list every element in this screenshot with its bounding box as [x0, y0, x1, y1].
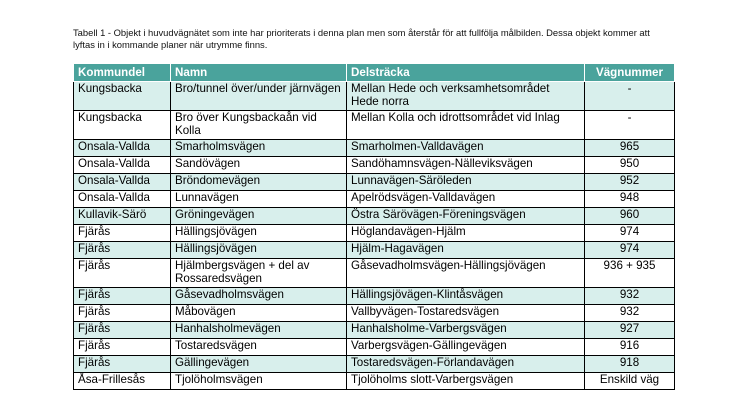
cell-namn: Sandövägen — [171, 157, 347, 174]
cell-vagnummer: - — [585, 111, 675, 140]
cell-kommundel: Fjärås — [74, 259, 171, 288]
cell-kommundel: Fjärås — [74, 305, 171, 322]
cell-namn: Gröningevägen — [171, 208, 347, 225]
cell-kommundel: Åsa-Frillesås — [74, 373, 171, 390]
cell-delstracka: Tostaredsvägen-Förlandavägen — [347, 356, 585, 373]
cell-kommundel: Kungsbacka — [74, 111, 171, 140]
cell-delstracka: Hällingsjövägen-Klintåsvägen — [347, 288, 585, 305]
cell-vagnummer: 950 — [585, 157, 675, 174]
table-row — [74, 208, 675, 225]
cell-kommundel: Fjärås — [74, 339, 171, 356]
cell-delstracka: Lunnavägen-Säröleden — [347, 174, 585, 191]
table-row — [74, 82, 675, 111]
cell-vagnummer: 936 + 935 — [585, 259, 675, 288]
table-row — [74, 174, 675, 191]
cell-vagnummer: Enskild väg — [585, 373, 675, 390]
cell-namn: Hjälmbergsvägen + del av Rossaredsvägen — [171, 259, 347, 288]
cell-kommundel: Fjärås — [74, 288, 171, 305]
table-header-row — [74, 64, 675, 82]
cell-kommundel: Kungsbacka — [74, 82, 171, 111]
cell-vagnummer: 916 — [585, 339, 675, 356]
cell-delstracka: Östra Särövägen-Föreningsvägen — [347, 208, 585, 225]
cell-delstracka: Sandöhamnsvägen-Nälleviksvägen — [347, 157, 585, 174]
table-row — [74, 305, 675, 322]
cell-namn: Tostaredsvägen — [171, 339, 347, 356]
cell-kommundel: Fjärås — [74, 356, 171, 373]
cell-delstracka: Smarholmen-Valldavägen — [347, 140, 585, 157]
table-row — [74, 288, 675, 305]
table-row — [74, 356, 675, 373]
cell-namn: Bro över Kungsbackaån vid Kolla — [171, 111, 347, 140]
cell-namn: Måbovägen — [171, 305, 347, 322]
cell-kommundel: Kullavik-Särö — [74, 208, 171, 225]
cell-delstracka: Tjolöholms slott-Varbergsvägen — [347, 373, 585, 390]
cell-vagnummer: 960 — [585, 208, 675, 225]
cell-vagnummer: 927 — [585, 322, 675, 339]
header-namn: Namn — [171, 64, 347, 82]
cell-namn: Tjolöholmsvägen — [171, 373, 347, 390]
cell-delstracka: Hanhalsholme-Varbergsvägen — [347, 322, 585, 339]
cell-namn: Gåsevadholmsvägen — [171, 288, 347, 305]
header-vagnummer: Vägnummer — [585, 64, 675, 82]
table-row — [74, 242, 675, 259]
cell-kommundel: Fjärås — [74, 322, 171, 339]
table-row — [74, 339, 675, 356]
cell-vagnummer: - — [585, 82, 675, 111]
cell-kommundel: Fjärås — [74, 242, 171, 259]
cell-namn: Hällingsjövägen — [171, 242, 347, 259]
cell-delstracka: Höglandavägen-Hjälm — [347, 225, 585, 242]
cell-kommundel: Onsala-Vallda — [74, 191, 171, 208]
road-objects-table — [73, 63, 675, 390]
table-row — [74, 322, 675, 339]
table-row — [74, 373, 675, 390]
table-row — [74, 191, 675, 208]
cell-namn: Hällingsjövägen — [171, 225, 347, 242]
cell-delstracka: Varbergsvägen-Gällingevägen — [347, 339, 585, 356]
cell-delstracka: Mellan Kolla och idrottsområdet vid Inlag — [347, 111, 585, 140]
cell-namn: Smarholmsvägen — [171, 140, 347, 157]
table-row — [74, 157, 675, 174]
cell-namn: Bro/tunnel över/under järnvägen — [171, 82, 347, 111]
cell-kommundel: Onsala-Vallda — [74, 157, 171, 174]
cell-kommundel: Fjärås — [74, 225, 171, 242]
cell-delstracka: Hjälm-Hagavägen — [347, 242, 585, 259]
cell-vagnummer: 952 — [585, 174, 675, 191]
cell-vagnummer: 932 — [585, 288, 675, 305]
cell-delstracka: Apelrödsvägen-Valldavägen — [347, 191, 585, 208]
table-caption: Tabell 1 - Objekt i huvudvägnätet som inte har prioriterats i denna plan men som återstår för att fullfölja målbilden. Dessa objekt kommer att lyftas in i kommande planer när utrymme finns. — [73, 27, 650, 50]
cell-delstracka: Mellan Hede och verksamhetsområdet Hede norra — [347, 82, 585, 111]
cell-vagnummer: 974 — [585, 242, 675, 259]
cell-delstracka: Gåsevadholmsvägen-Hällingsjövägen — [347, 259, 585, 288]
header-delstracka: Delsträcka — [347, 64, 585, 82]
cell-vagnummer: 932 — [585, 305, 675, 322]
cell-vagnummer: 965 — [585, 140, 675, 157]
table-row — [74, 111, 675, 140]
cell-kommundel: Onsala-Vallda — [74, 174, 171, 191]
cell-namn: Hanhalsholmevägen — [171, 322, 347, 339]
header-kommundel: Kommundel — [74, 64, 171, 82]
cell-namn: Lunnavägen — [171, 191, 347, 208]
cell-vagnummer: 974 — [585, 225, 675, 242]
cell-namn: Gällingevägen — [171, 356, 347, 373]
cell-vagnummer: 918 — [585, 356, 675, 373]
table-row — [74, 259, 675, 288]
table-row — [74, 140, 675, 157]
cell-vagnummer: 948 — [585, 191, 675, 208]
cell-kommundel: Onsala-Vallda — [74, 140, 171, 157]
cell-namn: Bröndomevägen — [171, 174, 347, 191]
table-row — [74, 225, 675, 242]
cell-delstracka: Vallbyvägen-Tostaredsvägen — [347, 305, 585, 322]
